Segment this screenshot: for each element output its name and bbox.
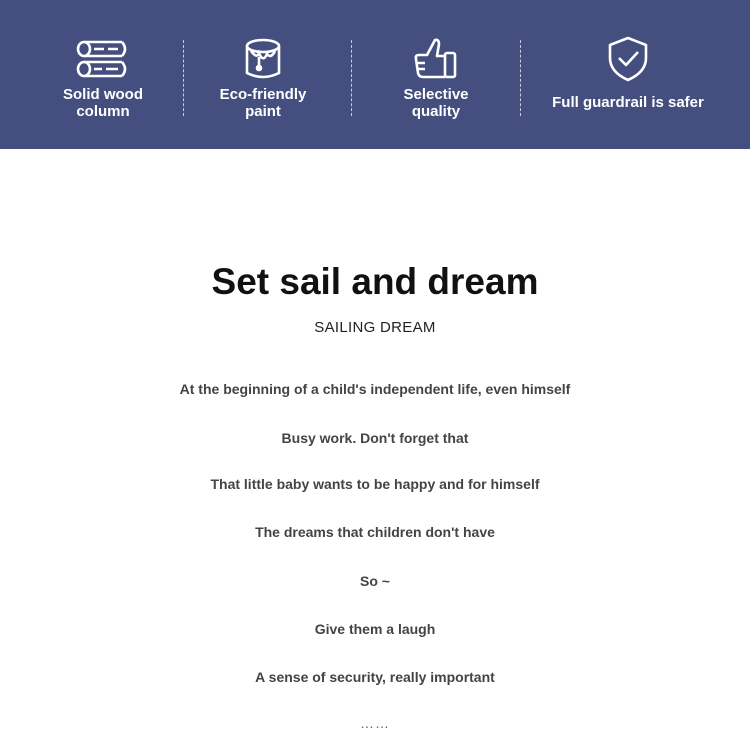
shield-check-icon: [606, 36, 650, 82]
divider: [520, 40, 521, 116]
paint-bucket-icon: [243, 36, 283, 82]
ellipsis: ……: [360, 715, 390, 731]
story-line: Give them a laugh: [314, 621, 436, 637]
story-line: So ~: [360, 573, 390, 589]
feature-label: Eco-friendly paint: [219, 86, 307, 120]
story-line: The dreams that children don't have: [255, 524, 495, 540]
feature-guardrail: [548, 0, 708, 149]
feature-label: Full guardrail is safer: [552, 94, 704, 111]
feature-label: Solid wood column: [63, 86, 143, 120]
page-title: Set sail and dream: [211, 261, 539, 302]
story-line: A sense of security, really important: [255, 669, 495, 685]
story-line: At the beginning of a child's independent life, even himself: [179, 381, 571, 397]
divider: [183, 40, 184, 116]
feature-label: Selective quality: [403, 86, 469, 120]
wood-logs-icon: [74, 36, 132, 82]
feature-selective-quality: [376, 0, 496, 149]
feature-solid-wood: [43, 0, 163, 149]
feature-eco-paint: [203, 0, 323, 149]
thumbs-up-icon: [413, 36, 459, 82]
story-line: That little baby wants to be happy and for himself: [210, 476, 540, 492]
divider: [351, 40, 352, 116]
story-line: Busy work. Don't forget that: [281, 430, 469, 446]
page-subtitle: SAILING DREAM: [314, 319, 436, 336]
feature-banner: [0, 0, 750, 149]
